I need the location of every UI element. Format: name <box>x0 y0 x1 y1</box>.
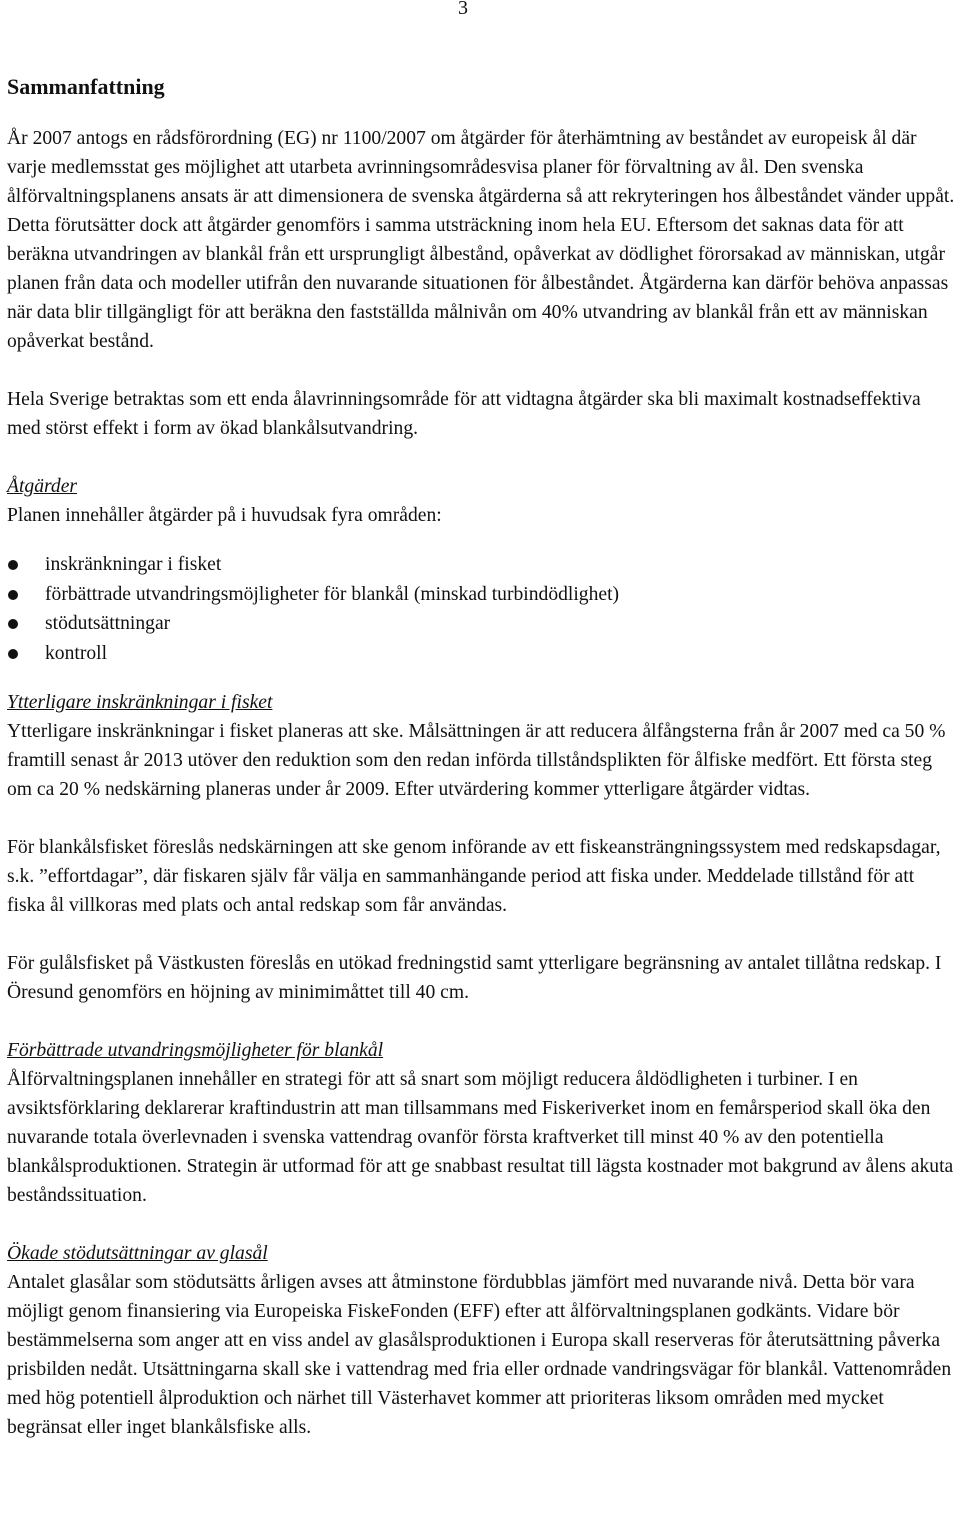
page-number: 3 <box>458 0 468 19</box>
migration-paragraph: Ålförvaltningsplanen innehåller en strategi för att så snart som möjligt reducera åldödligheten i turbiner. I en avsiktsförklaring deklarerar kraftindustrin att man tillsammans med Fiskeriverket inom en femårsperiod skall öka den nuvarande totala överlevnaden i svenska vattendrag ovanför första kraftverket till minst 40 % av den potentiella blankålsproduktionen. Strategin är utformad för att ge snabbast resultat till lägsta kostnader mot bakgrund av ålens akuta beståndssituation. <box>7 1069 954 1206</box>
section-heading-migration: Förbättrade utvandringsmöjligheter för blankål <box>7 1040 384 1061</box>
page-title: Sammanfattning <box>7 74 165 99</box>
fishing-paragraph: Ytterligare inskränkningar i fisket planeras att ske. Målsättningen är att reducera ålfångsterna från år 2007 med ca 50 % framtill senast år 2013 utöver den reduktion som den redan införda tillståndsplikten för ålfiske medfört. Ett första steg om ca 20 % nedskärning planeras under år 2009. Efter utvärdering kommer ytterligare åtgärder vidtas. <box>7 721 946 800</box>
document-body <box>7 72 957 1442</box>
bullet-icon <box>8 560 18 570</box>
bullet-icon <box>8 649 18 659</box>
fishing-paragraph: För blankålsfisket föreslås nedskärningen att ske genom införande av ett fiskeansträngningssystem med redskapsdagar, s.k. ”effortdagar”, där fiskaren själv får välja en sammanhängande period att fiska under. Meddelade tillstånd för att fiska ål villkoras med plats och antal redskap som får användas. <box>7 837 941 916</box>
list-item-text: stödutsättningar <box>45 613 171 634</box>
intro-paragraph: Hela Sverige betraktas som ett enda ålavrinningsområde för att vidtagna åtgärder ska bli maximalt kostnadseffektiva med störst effekt i form av ökad blankålsutvandring. <box>7 389 921 439</box>
list-item <box>7 639 957 669</box>
measures-intro: Planen innehåller åtgärder på i huvudsak fyra områden: <box>7 505 442 526</box>
measures-list <box>7 550 957 668</box>
bullet-icon <box>8 590 18 600</box>
bullet-icon <box>8 619 18 629</box>
list-item-text: förbättrade utvandringsmöjligheter för blankål (minskad turbindödlighet) <box>45 583 620 605</box>
list-item <box>7 580 957 610</box>
fishing-paragraph: För gulålsfisket på Västkusten föreslås en utökad fredningstid samt ytterligare begränsning av antalet tillåtna redskap. I Öresund genomförs en höjning av minimimåttet till 40 cm. <box>7 953 942 1003</box>
list-item-text: kontroll <box>45 642 108 664</box>
section-heading-stocking: Ökade stödutsättningar av glasål <box>7 1243 268 1264</box>
section-heading-measures: Åtgärder <box>7 476 78 497</box>
list-item-text: inskränkningar i fisket <box>45 554 222 575</box>
section-heading-fishing: Ytterligare inskränkningar i fisket <box>7 692 273 713</box>
stocking-paragraph: Antalet glasålar som stödutsätts årligen avses att åtminstone fördubblas jämfört med nuvarande nivå. Detta bör vara möjligt genom finansiering via Europeiska FiskeFonden (EFF) efter att ålförvaltningsplanen godkänts. Vidare bör bestämmelserna som anger att en viss andel av glasålsproduktionen i Europa skall reserveras för återutsättning påverka prisbilden nedåt. Utsättningarna skall ske i vattendrag med fria eller ordnade vandringsvägar för blankål. Vattenområden med hög potentiell ålproduktion och närhet till Västerhavet kommer att prioriteras liksom områden med mycket begränsat eller inget blankålsfiske alls. <box>7 1272 952 1438</box>
list-item <box>7 609 957 639</box>
list-item <box>7 550 957 580</box>
intro-paragraph: År 2007 antogs en rådsförordning (EG) nr 1100/2007 om åtgärder för återhämtning av beståndet av europeisk ål där varje medlemsstat ges möjlighet att utarbeta avrinningsområdesvisa planer för förvaltning av ål. Den svenska ålförvaltningsplanens ansats är att dimensionera de svenska åtgärderna så att rekryteringen hos ålbeståndet vänder uppåt. Detta förutsätter dock att åtgärder genomförs i samma utsträckning inom hela EU. Eftersom det saknas data för att beräkna utvandringen av blankål från ett ursprungligt ålbestånd, opåverkat av dödlighet förorsakad av människan, utgår planen från data och modeller utifrån den nuvarande situationen för ålbeståndet. Åtgärderna kan därför behöva anpassas när data blir tillgängligt för att beräkna den fastställda målnivån om 40% utvandring av blankål från ett av människan opåverkat bestånd. <box>7 128 955 352</box>
